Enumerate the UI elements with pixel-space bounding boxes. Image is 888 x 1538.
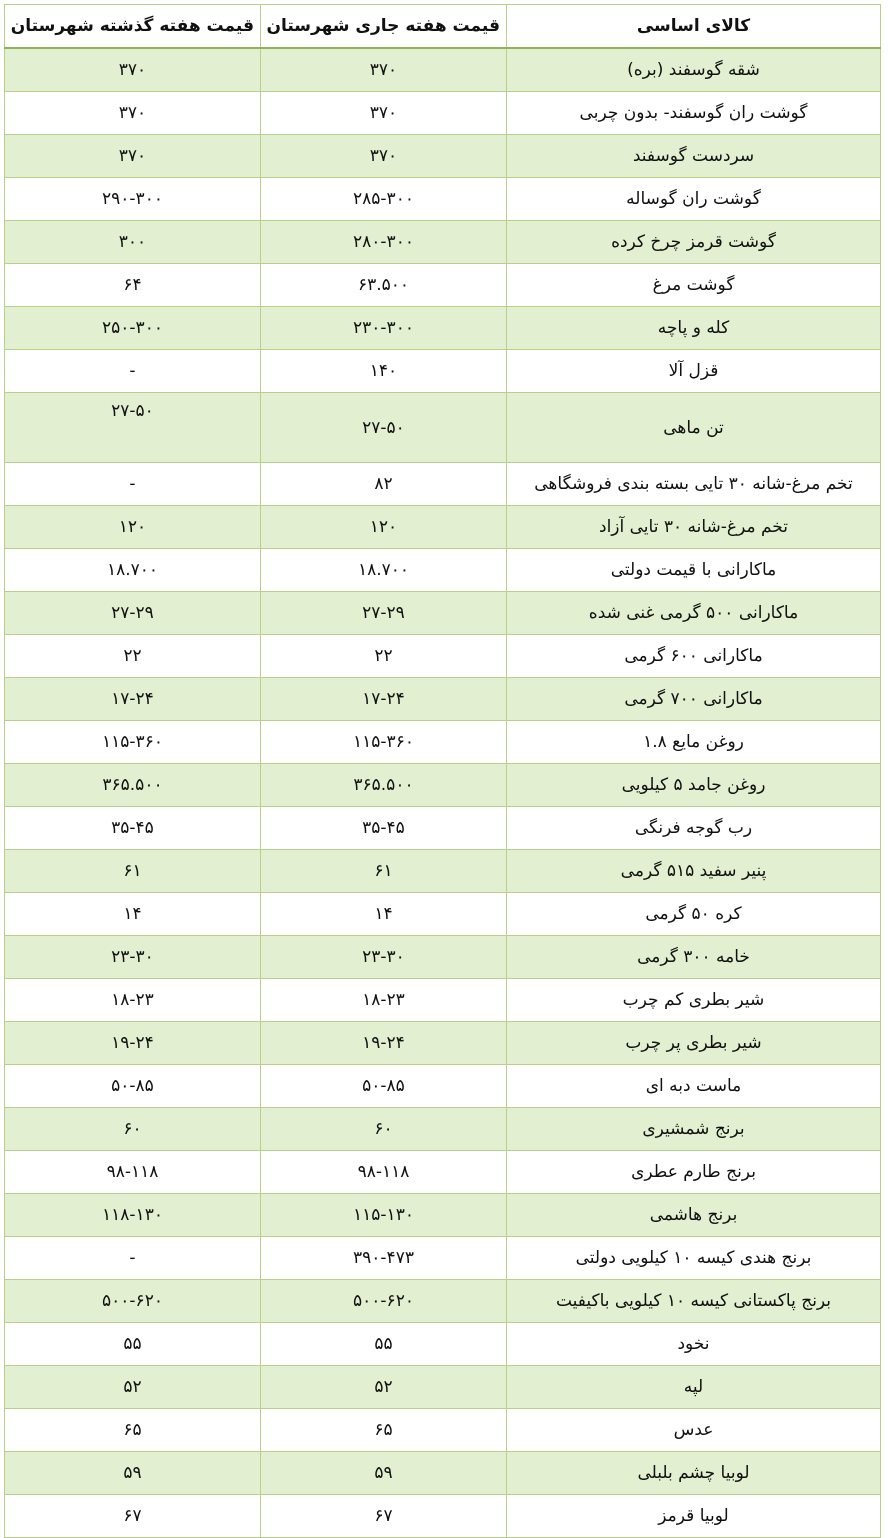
table-row [5, 1323, 881, 1366]
cell-previous-price: ۵۲ [5, 1366, 261, 1409]
cell-item: قزل آلا [507, 350, 881, 393]
table-row [5, 1065, 881, 1108]
cell-previous-price: ۲۷-۵۰ [5, 393, 261, 463]
cell-item: سردست گوسفند [507, 135, 881, 178]
cell-previous-price: ۳۷۰ [5, 48, 261, 92]
cell-item: تخم مرغ-شانه ۳۰ تایی بسته بندی فروشگاهی [507, 463, 881, 506]
header-previous-week: قیمت هفته گذشته شهرستان [5, 5, 261, 49]
cell-current-price: ۲۸۰-۳۰۰ [261, 221, 507, 264]
cell-item: کله و پاچه [507, 307, 881, 350]
cell-item: لوبیا چشم بلبلی [507, 1452, 881, 1495]
cell-previous-price: ۵۵ [5, 1323, 261, 1366]
cell-previous-price: - [5, 463, 261, 506]
table-row [5, 635, 881, 678]
cell-current-price: ۹۸-۱۱۸ [261, 1151, 507, 1194]
cell-previous-price: ۶۵ [5, 1409, 261, 1452]
cell-previous-price: - [5, 350, 261, 393]
table-row [5, 1452, 881, 1495]
cell-current-price: ۲۷-۲۹ [261, 592, 507, 635]
cell-previous-price: ۲۳-۳۰ [5, 936, 261, 979]
table-row [5, 1280, 881, 1323]
cell-current-price: ۵۰-۸۵ [261, 1065, 507, 1108]
cell-item: برنج هندی کیسه ۱۰ کیلویی دولتی [507, 1237, 881, 1280]
cell-previous-price: ۱۹-۲۴ [5, 1022, 261, 1065]
header-current-week: قیمت هفته جاری شهرستان [261, 5, 507, 49]
cell-previous-price: ۱۱۸-۱۳۰ [5, 1194, 261, 1237]
cell-previous-price: ۶۰ [5, 1108, 261, 1151]
table-row [5, 48, 881, 92]
table-row [5, 463, 881, 506]
cell-current-price: ۱۱۵-۳۶۰ [261, 721, 507, 764]
cell-current-price: ۲۳۰-۳۰۰ [261, 307, 507, 350]
cell-previous-price: ۱۱۵-۳۶۰ [5, 721, 261, 764]
cell-item: تن ماهی [507, 393, 881, 463]
cell-item: روغن جامد ۵ کیلویی [507, 764, 881, 807]
price-table [4, 4, 881, 1538]
table-row [5, 1495, 881, 1538]
cell-current-price: ۶۳.۵۰۰ [261, 264, 507, 307]
table-row [5, 92, 881, 135]
table-row [5, 350, 881, 393]
table-row [5, 1151, 881, 1194]
cell-previous-price: ۱۸.۷۰۰ [5, 549, 261, 592]
cell-current-price: ۱۹-۲۴ [261, 1022, 507, 1065]
table-row [5, 178, 881, 221]
table-row [5, 393, 881, 463]
cell-item: ماکارانی ۵۰۰ گرمی غنی شده [507, 592, 881, 635]
table-row [5, 1108, 881, 1151]
table-row [5, 764, 881, 807]
cell-current-price: ۲۷-۵۰ [261, 393, 507, 463]
table-row [5, 936, 881, 979]
cell-previous-price: ۵۰-۸۵ [5, 1065, 261, 1108]
cell-previous-price: ۹۸-۱۱۸ [5, 1151, 261, 1194]
table-row [5, 1409, 881, 1452]
cell-previous-price: - [5, 1237, 261, 1280]
cell-item: ماکارانی ۷۰۰ گرمی [507, 678, 881, 721]
table-row [5, 549, 881, 592]
cell-current-price: ۱۴۰ [261, 350, 507, 393]
table-row [5, 1366, 881, 1409]
cell-item: گوشت مرغ [507, 264, 881, 307]
cell-previous-price: ۲۲ [5, 635, 261, 678]
table-row [5, 506, 881, 549]
table-header [5, 5, 881, 49]
cell-current-price: ۳۶۵.۵۰۰ [261, 764, 507, 807]
cell-item: لوبیا قرمز [507, 1495, 881, 1538]
cell-current-price: ۵۵ [261, 1323, 507, 1366]
cell-current-price: ۱۷-۲۴ [261, 678, 507, 721]
cell-current-price: ۱۸.۷۰۰ [261, 549, 507, 592]
cell-previous-price: ۶۴ [5, 264, 261, 307]
cell-current-price: ۶۵ [261, 1409, 507, 1452]
table-row [5, 1237, 881, 1280]
cell-current-price: ۵۰۰-۶۲۰ [261, 1280, 507, 1323]
cell-item: برنج پاکستانی کیسه ۱۰ کیلویی باکیفیت [507, 1280, 881, 1323]
table-row [5, 807, 881, 850]
cell-previous-price: ۳۶۵.۵۰۰ [5, 764, 261, 807]
cell-item: گوشت ران گوساله [507, 178, 881, 221]
cell-previous-price: ۳۵-۴۵ [5, 807, 261, 850]
cell-item: برنج شمشیری [507, 1108, 881, 1151]
cell-item: روغن مایع ۱.۸ [507, 721, 881, 764]
cell-current-price: ۲۳-۳۰ [261, 936, 507, 979]
cell-previous-price: ۶۱ [5, 850, 261, 893]
cell-current-price: ۱۱۵-۱۳۰ [261, 1194, 507, 1237]
cell-item: تخم مرغ-شانه ۳۰ تایی آزاد [507, 506, 881, 549]
cell-item: برنج طارم عطری [507, 1151, 881, 1194]
header-row [5, 5, 881, 49]
cell-item: ماکارانی ۶۰۰ گرمی [507, 635, 881, 678]
cell-previous-price: ۱۲۰ [5, 506, 261, 549]
table-row [5, 893, 881, 936]
table-row [5, 592, 881, 635]
table-row [5, 850, 881, 893]
cell-current-price: ۸۲ [261, 463, 507, 506]
cell-item: ماست دبه ای [507, 1065, 881, 1108]
cell-previous-price: ۳۷۰ [5, 92, 261, 135]
cell-item: شیر بطری پر چرب [507, 1022, 881, 1065]
cell-item: لپه [507, 1366, 881, 1409]
table-row [5, 1194, 881, 1237]
table-row [5, 721, 881, 764]
cell-item: پنیر سفید ۵۱۵ گرمی [507, 850, 881, 893]
cell-previous-price: ۲۹۰-۳۰۰ [5, 178, 261, 221]
table-row [5, 1022, 881, 1065]
cell-item: عدس [507, 1409, 881, 1452]
cell-item: شقه گوسفند (بره) [507, 48, 881, 92]
cell-current-price: ۲۲ [261, 635, 507, 678]
table-row [5, 307, 881, 350]
cell-previous-price: ۵۰۰-۶۲۰ [5, 1280, 261, 1323]
cell-current-price: ۱۸-۲۳ [261, 979, 507, 1022]
table-row [5, 979, 881, 1022]
cell-current-price: ۵۲ [261, 1366, 507, 1409]
table-row [5, 264, 881, 307]
cell-item: ماکارانی با قیمت دولتی [507, 549, 881, 592]
cell-current-price: ۵۹ [261, 1452, 507, 1495]
table-row [5, 678, 881, 721]
cell-current-price: ۶۱ [261, 850, 507, 893]
cell-item: نخود [507, 1323, 881, 1366]
cell-current-price: ۳۵-۴۵ [261, 807, 507, 850]
cell-previous-price: ۲۷-۲۹ [5, 592, 261, 635]
cell-item: گوشت ران گوسفند- بدون چربی [507, 92, 881, 135]
cell-current-price: ۱۴ [261, 893, 507, 936]
cell-previous-price: ۱۷-۲۴ [5, 678, 261, 721]
cell-current-price: ۳۹۰-۴۷۳ [261, 1237, 507, 1280]
cell-previous-price: ۳۰۰ [5, 221, 261, 264]
cell-current-price: ۶۷ [261, 1495, 507, 1538]
cell-item: برنج هاشمی [507, 1194, 881, 1237]
cell-current-price: ۳۷۰ [261, 92, 507, 135]
cell-current-price: ۶۰ [261, 1108, 507, 1151]
cell-item: کره ۵۰ گرمی [507, 893, 881, 936]
header-item: کالای اساسی [507, 5, 881, 49]
cell-item: رب گوجه فرنگی [507, 807, 881, 850]
table-row [5, 221, 881, 264]
cell-previous-price: ۶۷ [5, 1495, 261, 1538]
cell-previous-price: ۱۴ [5, 893, 261, 936]
cell-previous-price: ۵۹ [5, 1452, 261, 1495]
table-body [5, 48, 881, 1538]
cell-item: گوشت قرمز چرخ کرده [507, 221, 881, 264]
cell-item: خامه ۳۰۰ گرمی [507, 936, 881, 979]
cell-previous-price: ۱۸-۲۳ [5, 979, 261, 1022]
cell-current-price: ۳۷۰ [261, 135, 507, 178]
cell-item: شیر بطری کم چرب [507, 979, 881, 1022]
table-row [5, 135, 881, 178]
cell-current-price: ۱۲۰ [261, 506, 507, 549]
cell-current-price: ۲۸۵-۳۰۰ [261, 178, 507, 221]
cell-previous-price: ۲۵۰-۳۰۰ [5, 307, 261, 350]
cell-current-price: ۳۷۰ [261, 48, 507, 92]
cell-previous-price: ۳۷۰ [5, 135, 261, 178]
